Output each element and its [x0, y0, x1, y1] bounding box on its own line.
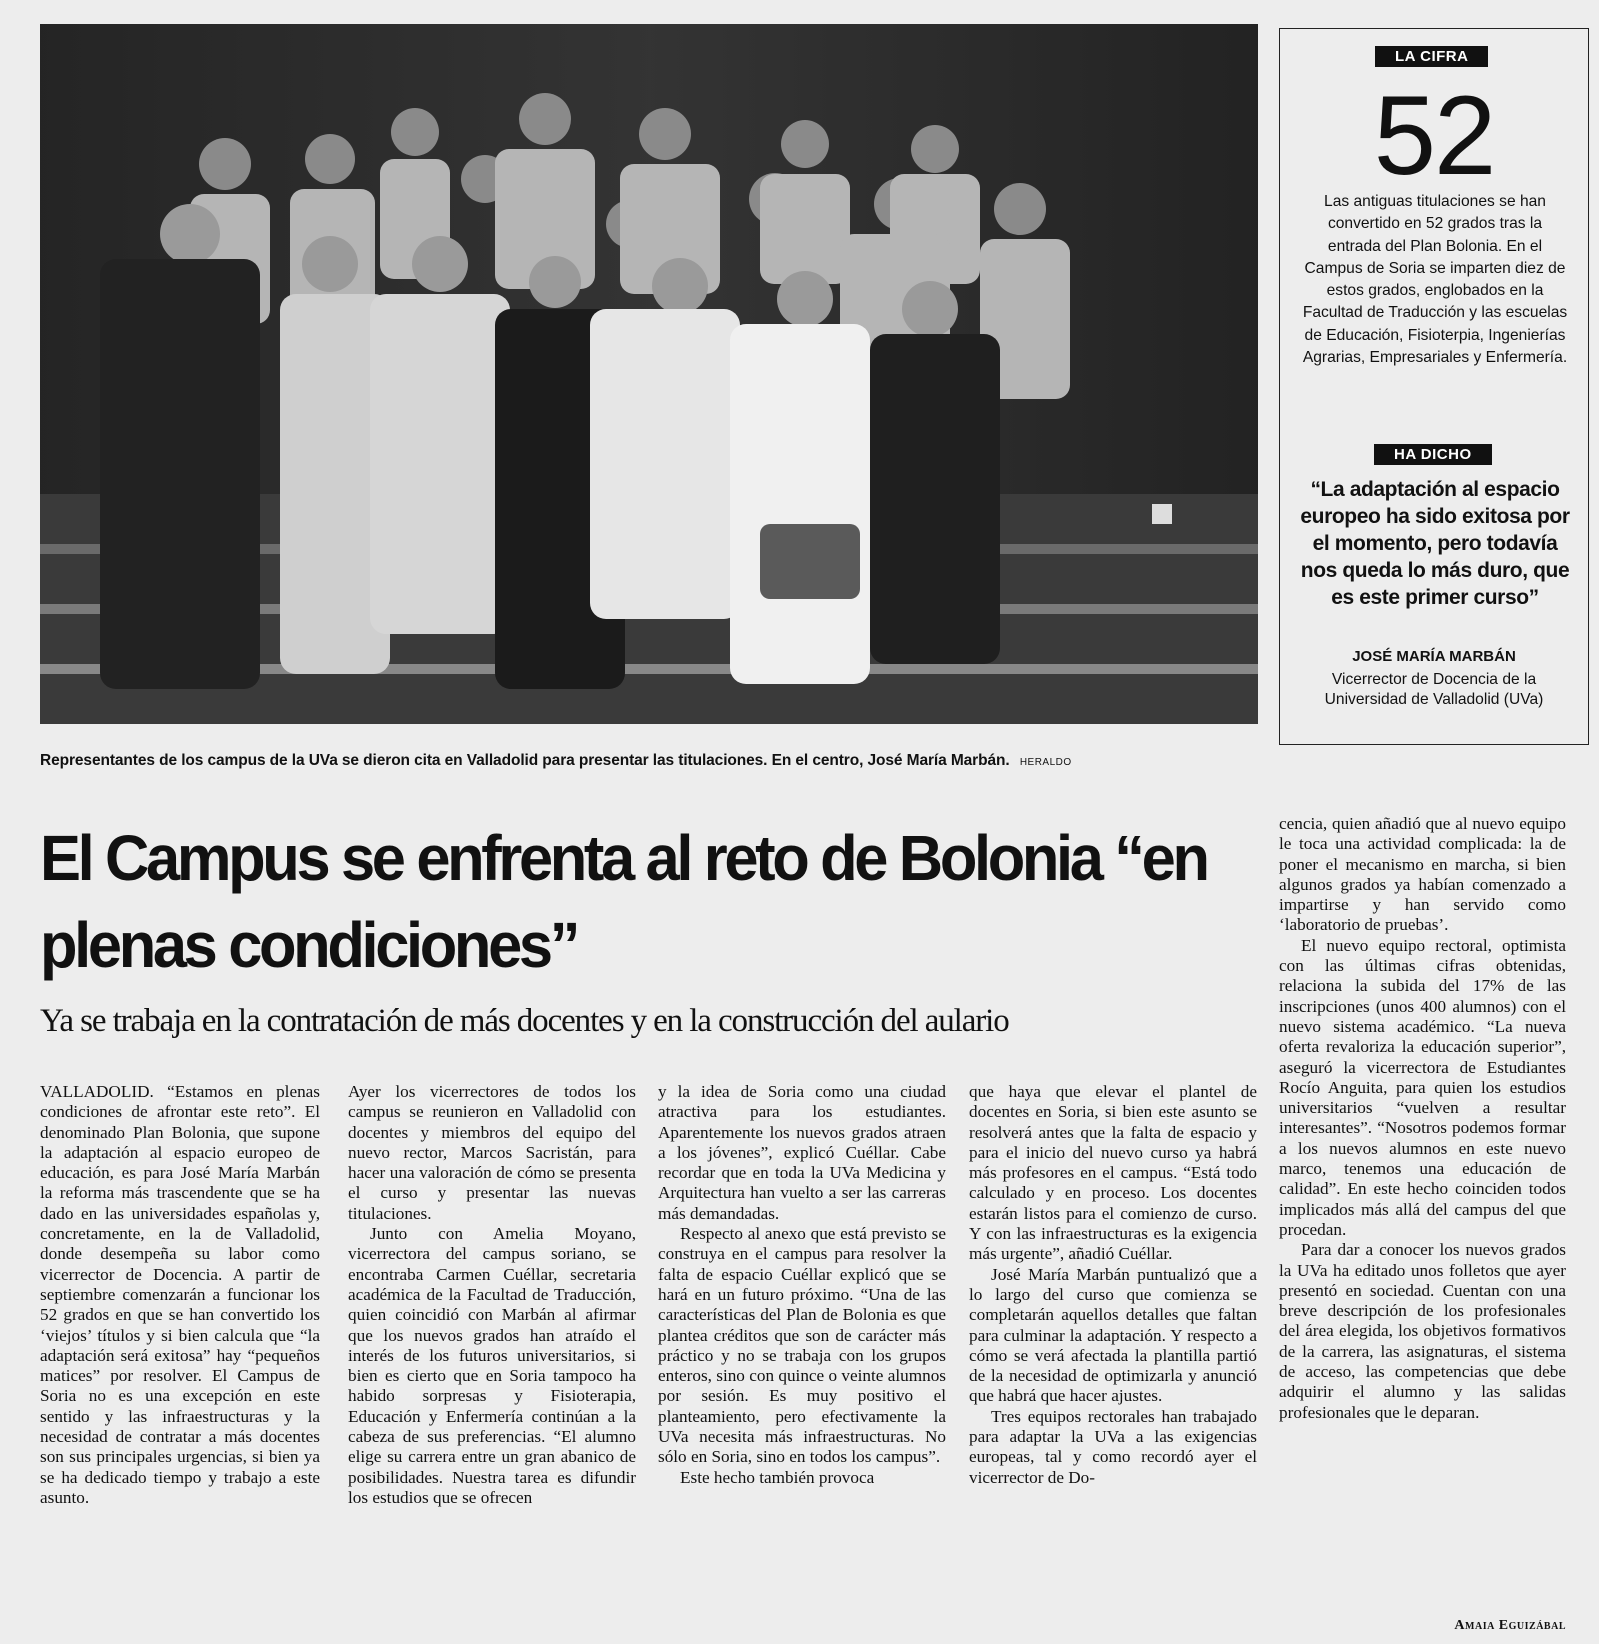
sidebar-box	[1279, 28, 1589, 745]
paragraph: y la idea de Soria como una ciudad atractiva para los estudiantes. Aparentemente los nuevos grados atraen a los jóvenes”, explicó Cuéllar. Cabe recordar que en toda la UVa Medicina y Arquitectura han vuelto a ser las carreras más demandadas.	[658, 1082, 946, 1223]
group-photo-illustration	[40, 24, 1258, 724]
body-column-5	[1279, 814, 1566, 1423]
dicho-name: JOSÉ MARÍA MARBÁN	[1352, 648, 1516, 665]
cifra-text: Las antiguas titulaciones se han convertido en 52 grados tras la entrada del Plan Bolonia. En el Campus de Soria se imparten diez de estos grados, englobados en la Facultad de Traducción y las escuelas de Educación, Fisioterpia, Ingenierías Agrarias, Empresariales y Enfermería.	[1302, 193, 1568, 367]
paragraph: Este hecho también provoca	[680, 1467, 875, 1487]
paragraph: Respecto al anexo que está previsto se construya en el campus para resolver la falta de espacio Cuéllar explicó que se hará en un futuro próximo. “Una de las características del Plan de Bolonia es que plantea créditos que son de carácter más práctico y no se trabaja con los grupos enteros, sino con quince o veinte alumnos por sesión. Es muy positivo el planteamiento, pero efectivamente la UVa necesita más infraestructuras. No sólo en Soria, sino en todos los campus”.	[658, 1224, 946, 1467]
photo-credit: HERALDO	[1019, 757, 1072, 768]
paragraph: cencia, quien añadió que al nuevo equipo le toca una actividad complicada: la de poner el mecanismo en marcha, si bien algunos grados ya habían comenzado a impartirse y han servido como ‘laboratorio de pruebas’.	[1279, 814, 1566, 935]
dicho-role: Vicerrector de Docencia de la Universidad de Valladolid (UVa)	[1324, 671, 1544, 708]
paragraph: El nuevo equipo rectoral, optimista con las últimas cifras obtenidas, relaciona la subida del 17% de las inscripciones (unos 400 alumnos) con el nuevo sistema académico. “La nueva oferta revaloriza la educación superior”, aseguró la vicerrectora de Estudiantes Rocío Anguita, para quien los estudios universitarios “vuelven a resultar interesantes”. “Nosotros podemos formar a los nuevos alumnos en este nuevo marco, tenemos una educación de calidad”. En este hecho coinciden todos implicados más allá del campus del que procedan.	[1279, 935, 1566, 1239]
cifra-number: 52	[1373, 73, 1495, 198]
headline: El Campus se enfrenta al reto de Bolonia “en plenas condiciones”	[40, 822, 1207, 981]
dicho-quote: “La adaptación al espacio europeo ha sido exitosa por el momento, pero todavía nos queda lo más duro, que es este primer curso”	[1300, 478, 1570, 609]
body-column-3	[658, 1082, 946, 1488]
paragraph: que haya que elevar el plantel de docentes en Soria, si bien este asunto se resolverá antes que la falta de espacio y para el inicio del nuevo curso ya habrá más profesores en el campus. “Está todo calculado y en proceso. Los docentes estarán listos para el comienzo de curso. Y con las infraestructuras es la exigencia más urgente”, añadió Cuéllar.	[969, 1082, 1257, 1264]
paragraph: José María Marbán puntualizó que a lo largo del curso que comienza se completarán aquellos detalles que faltan para culminar la adaptación. Y respecto a cómo se verá afectada la plantilla partió de la necesidad de optimizarla y anunció que habrá que hacer ajustes.	[969, 1264, 1257, 1406]
paragraph: Tres equipos rectorales han trabajado para adaptar la UVa a las exigencias europeas, tal y como recordó ayer el vicerrector de Do-	[969, 1406, 1257, 1487]
paragraph: VALLADOLID. “Estamos en plenas condiciones de afrontar este reto”. El denominado Plan Bolonia, que supone la adaptación al espacio europeo de educación, es para José María Marbán la reforma más trascendente que se ha dado en las universidades españolas y, concretamente, en la de Valladolid, donde desempeña su labor como vicerrector de Docencia. A partir de septiembre comenzarán a funcionar los 52 grados en que se han convertido los ‘viejos’ títulos y si bien calcula que “la adaptación será exitosa” hay “pequeños matices” por resolver. El Campus de Soria no es una excepción en este sentido y las infraestructuras y la necesidad de contratar a más docentes son sus principales urgencias, si bien ya se ha dedicado tiempo y trabajo a este asunto.	[40, 1082, 320, 1507]
body-column-4	[969, 1082, 1257, 1488]
subhead: Ya se trabaja en la contratación de más docentes y en la construcción del aulario	[40, 1003, 1009, 1039]
group-photo	[40, 24, 1258, 724]
cifra-tag: LA CIFRA	[1375, 46, 1488, 67]
paragraph: Junto con Amelia Moyano, vicerrectora del campus soriano, se encontraba Carmen Cuéllar, secretaria académica de la Facultad de Traducción, quien coincidió con Marbán al afirmar que los nuevos grados han atraído el interés de los futuros universitarios, si bien es cierto que en Soria tampoco ha habido sorpresas y Fisioterapia, Educación y Enfermería continúan a la cabeza de sus preferencias. “El alumno elige su carrera entre un gran abanico de posibilidades. Nuestra tarea es difundir los estudios que se ofrecen	[348, 1224, 636, 1507]
photo-caption	[40, 752, 1280, 770]
body-column-1	[40, 1082, 320, 1508]
paragraph: Para dar a conocer los nuevos grados la UVa ha editado unos folletos que ayer presentó en sociedad. Cuentan con una breve descripción de los profesionales del área elegida, los objetivos formativos de la carrera, las asignaturas, el sistema de acceso, las competencias que debe adquirir el alumno y las salidas profesionales que le deparan.	[1279, 1240, 1566, 1422]
photo-caption-text: Representantes de los campus de la UVa se dieron cita en Valladolid para presentar las titulaciones. En el centro, José María Marbán.	[40, 752, 1010, 769]
dicho-tag: HA DICHO	[1374, 444, 1492, 465]
paragraph: Ayer los vicerrectores de todos los campus se reunieron en Valladolid con docentes y miembros del equipo del nuevo rector, Marcos Sacristán, para hacer una valoración de cómo se presenta el curso y presentar las nuevas titulaciones.	[348, 1082, 636, 1223]
byline: Amaia Eguizábal	[1454, 1618, 1566, 1633]
body-column-2	[348, 1082, 636, 1508]
